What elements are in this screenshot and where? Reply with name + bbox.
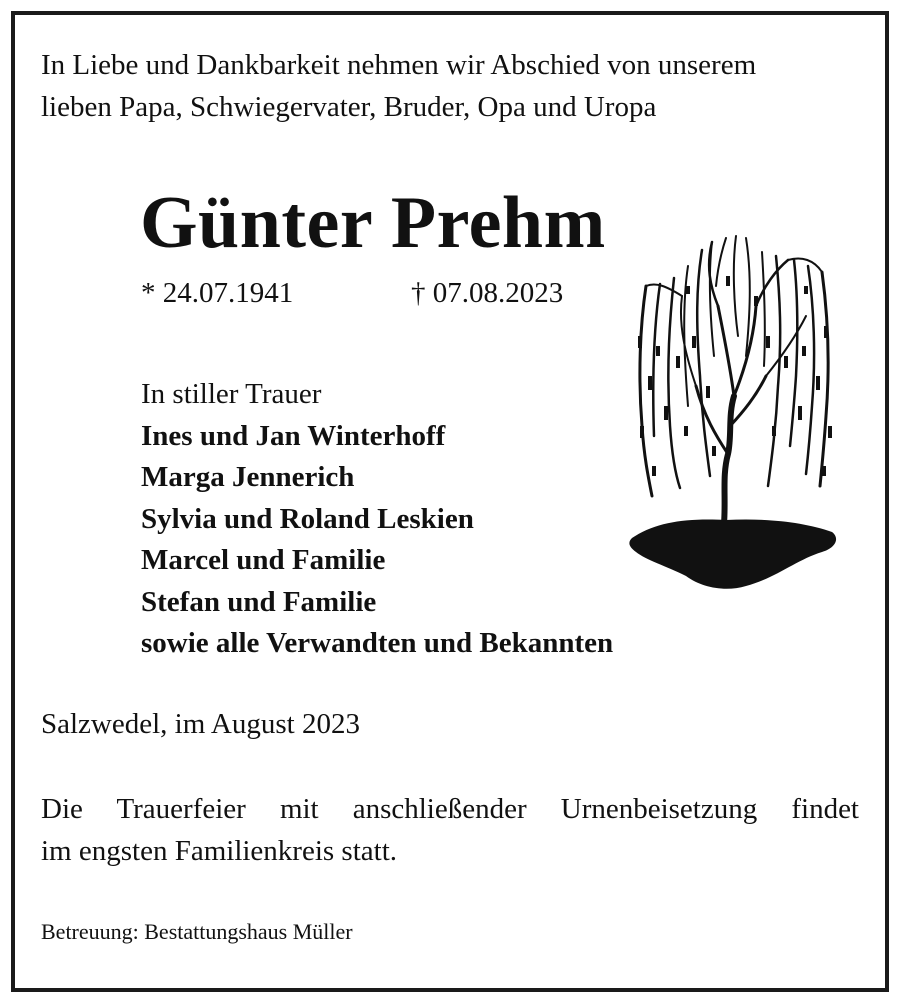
mourners-list <box>141 374 613 665</box>
mourner-name: sowie alle Verwandten und Bekannten <box>141 627 614 659</box>
birth-date: * 24.07.1941 <box>141 277 294 309</box>
mourner-name: Ines und Jan Winterhoff <box>141 419 446 452</box>
intro-text <box>41 44 861 128</box>
weeping-willow-icon <box>626 226 842 596</box>
service-note <box>41 788 859 872</box>
mourner-name: Stefan und Familie <box>141 585 377 618</box>
funeral-home-credit: Betreuung: Bestattungshaus Müller <box>41 919 353 944</box>
mourner-name: Sylvia und Roland Leskien <box>141 502 474 535</box>
mourners-intro: In stiller Trauer <box>141 378 322 410</box>
service-line-1: Die Trauerfeier mit anschließender Urnenbeisetzung findet <box>41 793 859 825</box>
mourner-name: Marga Jennerich <box>141 461 355 493</box>
service-line-2: im engsten Familienkreis statt. <box>41 835 398 867</box>
deceased-name: Günter Prehm <box>140 182 606 264</box>
intro-line-2: lieben Papa, Schwiegervater, Bruder, Opa und Uropa <box>41 91 657 123</box>
place-date: Salzwedel, im August 2023 <box>41 708 360 740</box>
death-date: † 07.08.2023 <box>411 277 564 309</box>
mourner-name: Marcel und Familie <box>141 544 386 576</box>
intro-line-1: In Liebe und Dankbarkeit nehmen wir Abschied von unserem <box>41 49 757 81</box>
